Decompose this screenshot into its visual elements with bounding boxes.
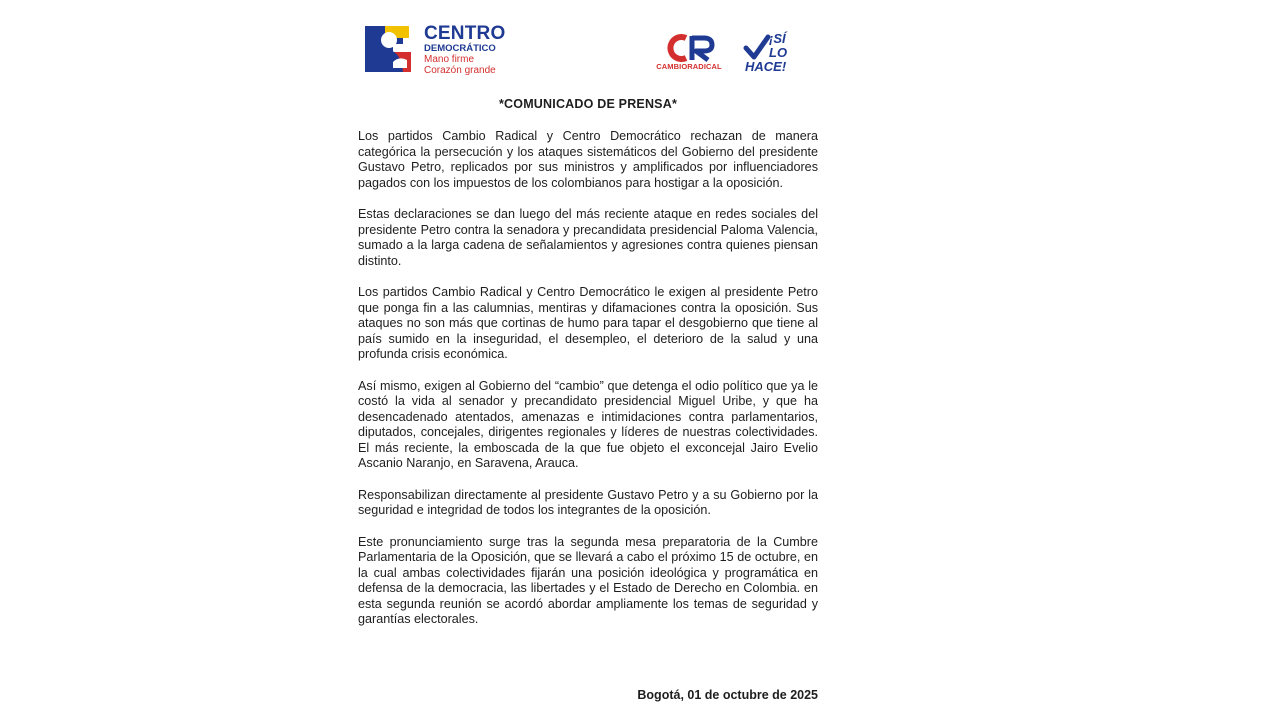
paragraph-3: Los partidos Cambio Radical y Centro Democrático le exigen al presidente Petro que ponga fin a las calumnias, mentiras y difamaciones contra la oposición. Sus ataques no son más que cortinas de humo para tapar el desgobierno que tiene al país sumido en la inseguridad, el desempleo, el deterioro de la salud y una profunda crisis económica. xyxy=(358,285,818,361)
document-title: *COMUNICADO DE PRENSA* xyxy=(498,97,678,111)
cd-slogan-line-1: Mano firme xyxy=(424,54,475,65)
paragraph-5: Responsabilizan directamente al presidente Gustavo Petro y a su Gobierno por la seguridad e integridad de todos los integrantes de la oposición. xyxy=(358,487,818,517)
cd-title: CENTRO xyxy=(424,23,506,44)
centro-democratico-emblem-icon xyxy=(363,22,419,76)
centro-democratico-wordmark xyxy=(424,24,505,76)
paragraph-4: Así mismo, exigen al Gobierno del “cambio” que detenga el odio político que ya le costó la vida al senador y precandidato presidencial Miguel Uribe, y que ha desencadenado atentados, amenazas e intimidaciones contra parlamentarios, diputados, concejales, dirigentes regionales y líderes de nuestras colectividades. El más reciente, la emboscada de la que fue objeto el exconcejal Jairo Evelio Ascanio Naranjo, en Saravena, Arauca. xyxy=(358,378,818,470)
centro-democratico-logo xyxy=(363,22,513,78)
si-lo-hace-logo xyxy=(743,30,799,76)
checkmark-icon xyxy=(743,34,771,62)
si-line-1: ¡SÍ xyxy=(769,31,786,46)
si-line-3: HACE! xyxy=(745,59,787,74)
date-signoff: Bogotá, 01 de octubre de 2025 xyxy=(637,688,818,702)
si-line-2: LO xyxy=(769,45,788,60)
document-body xyxy=(358,129,818,644)
cambio-radical-label: CAMBIORADICAL xyxy=(656,62,722,71)
paragraph-1: Los partidos Cambio Radical y Centro Democrático rechazan de manera categórica la persecución y los ataques sistemáticos del Gobierno del presidente Gustavo Petro, replicados por sus ministros y amplificados por influenciadores pagados con los impuestos de los colombianos para hostigar a la oposición. xyxy=(358,129,818,190)
cd-slogan-line-2: Corazón grande xyxy=(424,65,496,76)
cambio-radical-logo xyxy=(650,34,728,74)
cambio-radical-emblem-icon xyxy=(662,34,716,62)
cd-subtitle: DEMOCRÁTICO xyxy=(424,43,496,54)
paragraph-2: Estas declaraciones se dan luego del más reciente ataque en redes sociales del presidente Petro contra la senadora y precandidata presidencial Paloma Valencia, sumado a la larga cadena de señalamientos y agresiones contra quienes piensan distinto. xyxy=(358,207,818,268)
paragraph-6: Este pronunciamiento surge tras la segunda mesa preparatoria de la Cumbre Parlamentaria de la Oposición, que se llevará a cabo el próximo 15 de octubre, en la cual ambas colectividades fijarán una posición ideológica y programática en defensa de la democracia, las libertades y el Estado de Derecho en Colombia. en esta segunda reunión se acordó abordar ampliamente los temas de seguridad y garantías electorales. xyxy=(358,534,818,626)
